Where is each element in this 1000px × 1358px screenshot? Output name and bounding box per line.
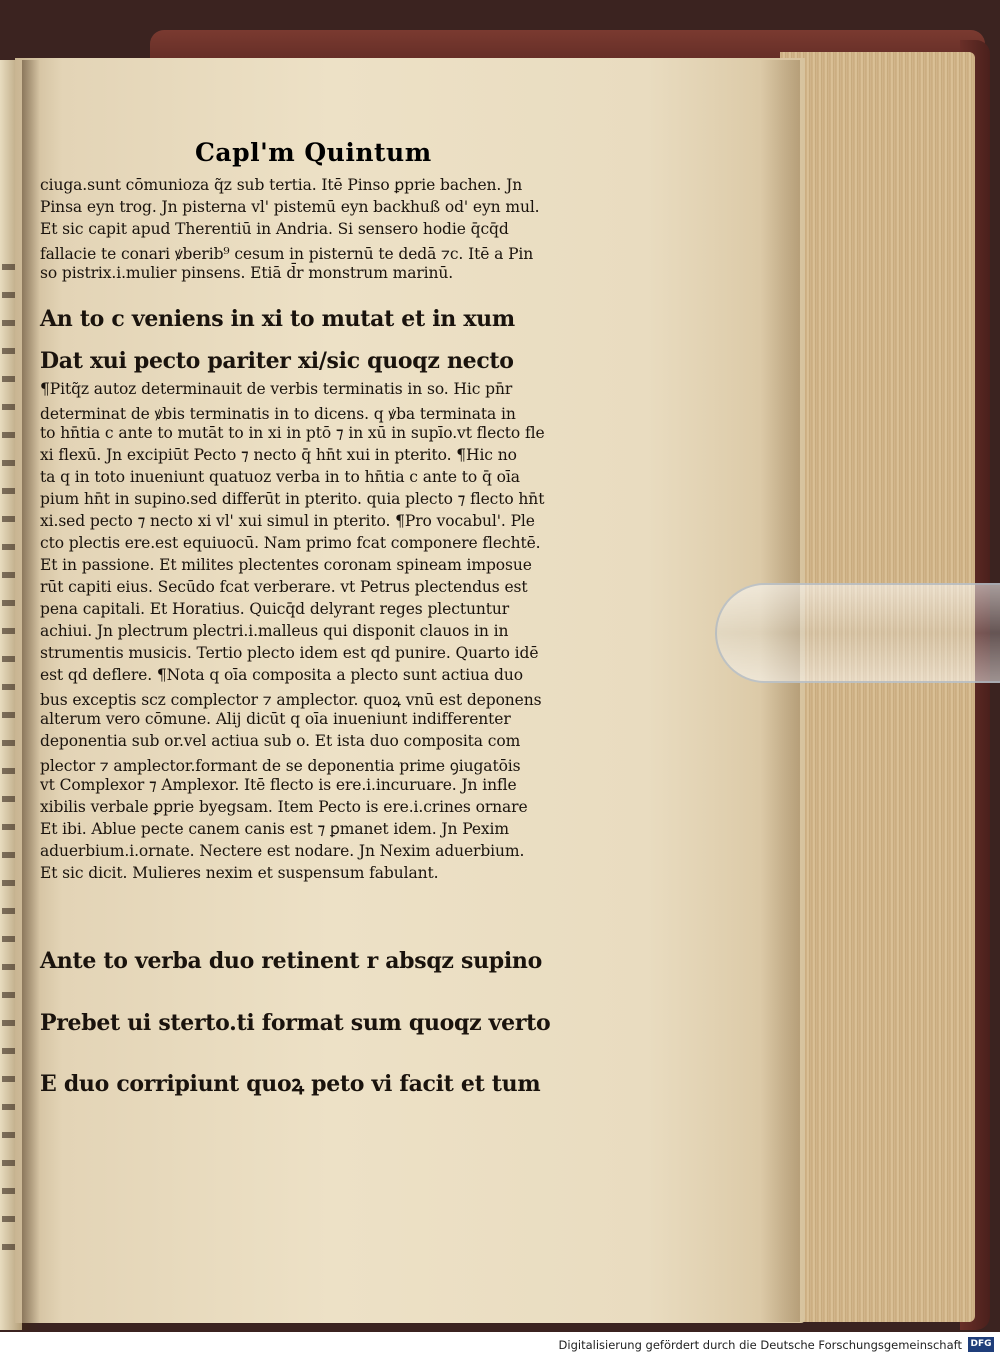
verse-line: E duo corripiunt quoꝝ peto vi facit et tum	[40, 1071, 541, 1097]
page-gutter-shadow	[22, 60, 40, 1330]
text-line: vt Complexor ⁊ Amplexor. Itē flecto is ere.i.incuruare. Jn infle	[40, 776, 517, 794]
chapter-heading: Capl'm Quintum	[195, 138, 432, 167]
text-line: est qd deflere. ¶Nota q oīa composita a plecto sunt actiua duo	[40, 666, 523, 684]
text-line: ¶Pitq̃z autoz determinauit de verbis terminatis in so. Hic pn̄r	[40, 380, 513, 398]
text-line: Et sic dicit. Mulieres nexim et suspensum fabulant.	[40, 864, 439, 882]
verse-line: Prebet ui sterto.ti format sum quoqz verto	[40, 1010, 551, 1036]
verse-line: Dat xui pecto pariter xi/sic quoqz necto	[40, 348, 514, 374]
verse-line: Ante to verba duo retinent r absqz supino	[40, 948, 542, 974]
text-line: xi flexū. Jn excipiūt Pecto ⁊ necto q̄ hn̄t xui in pterito. ¶Hic no	[40, 446, 517, 464]
text-line: deponentia sub or.vel actiua sub o. Et ista duo composita com	[40, 732, 521, 750]
text-line: Et sic capit apud Therentiū in Andria. Si sensero hodie q̄cq̄d	[40, 220, 509, 238]
verse-line: An to c veniens in xi to mutat et in xum	[40, 306, 515, 332]
text-line: Et in passione. Et milites plectentes coronam spineam imposue	[40, 556, 532, 574]
text-line: strumentis musicis. Tertio plecto idem est qd punire. Quarto idē	[40, 644, 539, 662]
text-line: pena capitali. Et Horatius. Quicq̄d delyrant reges plectuntur	[40, 600, 510, 618]
text-line: pium hn̄t in supino.sed differūt in pterito. quia plecto ⁊ flecto hn̄t	[40, 490, 545, 508]
text-line: Et ibi. Ablue pecte canem canis est ⁊ ꝑmanet idem. Jn Pexim	[40, 820, 509, 838]
text-line: alterum vero cōmune. Alij dicūt q oīa inueniunt indifferenter	[40, 710, 511, 728]
text-line: Pinsa eyn trog. Jn pisterna vl' pistemū eyn backhuß od' eyn mul.	[40, 198, 540, 216]
dfg-logo: DFG	[968, 1337, 994, 1352]
text-line: to hn̄tia c ante to mutāt to in xi in ptō ⁊ in xū in supīo.vt flecto fle	[40, 424, 545, 442]
text-line: fallacie te conari ꝟberib⁹ cesum in pisternū te dedā ⁊c. Itē a Pin	[40, 245, 534, 263]
text-line: ta q in toto inueniunt quatuoz verba in to hn̄tia c ante to q̄ oīa	[40, 468, 520, 486]
text-line: xibilis verbale ꝑprie byegsam. Item Pecto is ere.i.crines ornare	[40, 798, 528, 816]
page-curl-shadow	[760, 60, 800, 1322]
funding-credit: Digitalisierung gefördert durch die Deutsche Forschungsgemeinschaft	[558, 1338, 962, 1352]
text-line: aduerbium.i.ornate. Nectere est nodare. Jn Nexim aduerbium.	[40, 842, 525, 860]
text-line: achiui. Jn plectrum plectri.i.malleus qui disponit clauos in in	[40, 622, 509, 640]
glass-page-holder	[715, 583, 1000, 683]
text-line: ciuga.sunt cōmunioza q̃z sub tertia. Itē Pinso ꝑprie bachen. Jn	[40, 176, 523, 194]
page-edges	[780, 52, 975, 1322]
text-line: rūt capiti eius. Secūdo fcat verberare. vt Petrus plectendus est	[40, 578, 528, 596]
text-line: determinat de ꝟbis terminatis in to dicens. q ꝟba terminata in	[40, 405, 516, 423]
footer-bar	[0, 1332, 1000, 1358]
text-line: plector ⁊ amplector.formant de se deponentia prime ꝯiugatōis	[40, 757, 521, 775]
text-line: so pistrix.i.mulier pinsens. Etiā d̄r monstrum marinū.	[40, 264, 454, 282]
text-line: cto plectis ere.est equiuocū. Nam primo fcat componere flechtē.	[40, 534, 541, 552]
text-line: bus exceptis scz complector ⁊ amplector. quoꝝ vnū est deponens	[40, 691, 542, 709]
text-line: xi.sed pecto ⁊ necto xi vl' xui simul in pterito. ¶Pro vocabul'. Ple	[40, 512, 535, 530]
